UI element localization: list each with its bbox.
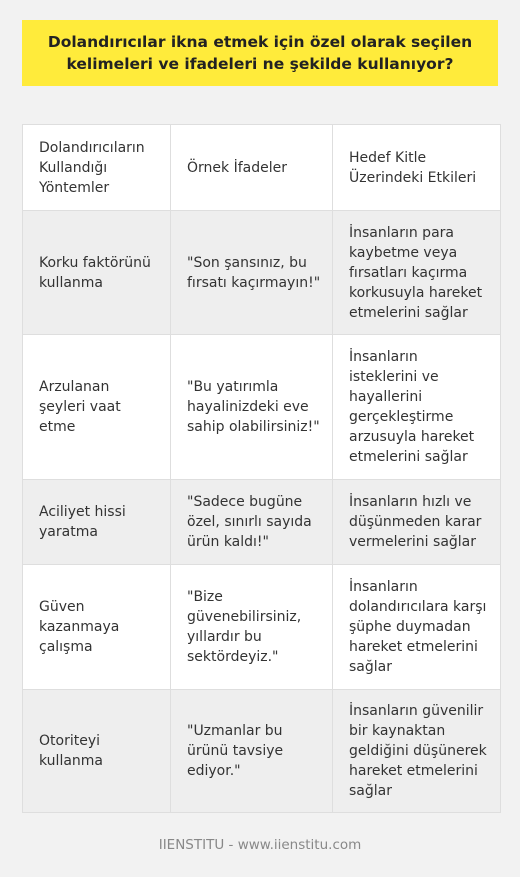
row-example: "Uzmanlar bu ürünü tavsiye ediyor." xyxy=(171,690,333,813)
table-row xyxy=(23,690,501,813)
header-examples: Örnek İfadeler xyxy=(171,125,333,211)
row-method: Aciliyet hissi yaratma xyxy=(23,480,171,565)
table-header-row xyxy=(23,125,501,211)
table-row xyxy=(23,565,501,690)
row-example: "Sadece bugüne özel, sınırlı sayıda ürün kaldı!" xyxy=(171,480,333,565)
table-row xyxy=(23,480,501,565)
table-row xyxy=(23,335,501,480)
row-effect: İnsanların isteklerini ve hayallerini gerçekleştirme arzusuyla hareket etmelerini sağlar xyxy=(333,335,501,480)
row-effect: İnsanların para kaybetme veya fırsatları kaçırma korkusuyla hareket etmelerini sağlar xyxy=(333,211,501,335)
row-method: Otoriteyi kullanma xyxy=(23,690,171,813)
page-title: Dolandırıcılar ikna etmek için özel olarak seçilen kelimeleri ve ifadeleri ne şekilde kullanıyor? xyxy=(47,33,473,73)
header-methods: Dolandırıcıların Kullandığı Yöntemler xyxy=(23,125,171,211)
footer-credit: IIENSTITU - www.iienstitu.com xyxy=(158,837,362,853)
row-example: "Son şansınız, bu fırsatı kaçırmayın!" xyxy=(171,211,333,335)
row-method: Güven kazanmaya çalışma xyxy=(23,565,171,690)
row-method: Arzulanan şeyleri vaat etme xyxy=(23,335,171,480)
title-banner xyxy=(22,20,498,86)
table-row xyxy=(23,211,501,335)
row-effect: İnsanların dolandırıcılara karşı şüphe duymadan hareket etmelerini sağlar xyxy=(333,565,501,690)
methods-table xyxy=(22,124,501,813)
row-example: "Bu yatırımla hayalinizdeki eve sahip olabilirsiniz!" xyxy=(171,335,333,480)
row-example: "Bize güvenebilirsiniz, yıllardır bu sektördeyiz." xyxy=(171,565,333,690)
header-effects: Hedef Kitle Üzerindeki Etkileri xyxy=(333,125,501,211)
row-effect: İnsanların hızlı ve düşünmeden karar vermelerini sağlar xyxy=(333,480,501,565)
row-effect: İnsanların güvenilir bir kaynaktan geldiğini düşünerek hareket etmelerini sağlar xyxy=(333,690,501,813)
row-method: Korku faktörünü kullanma xyxy=(23,211,171,335)
